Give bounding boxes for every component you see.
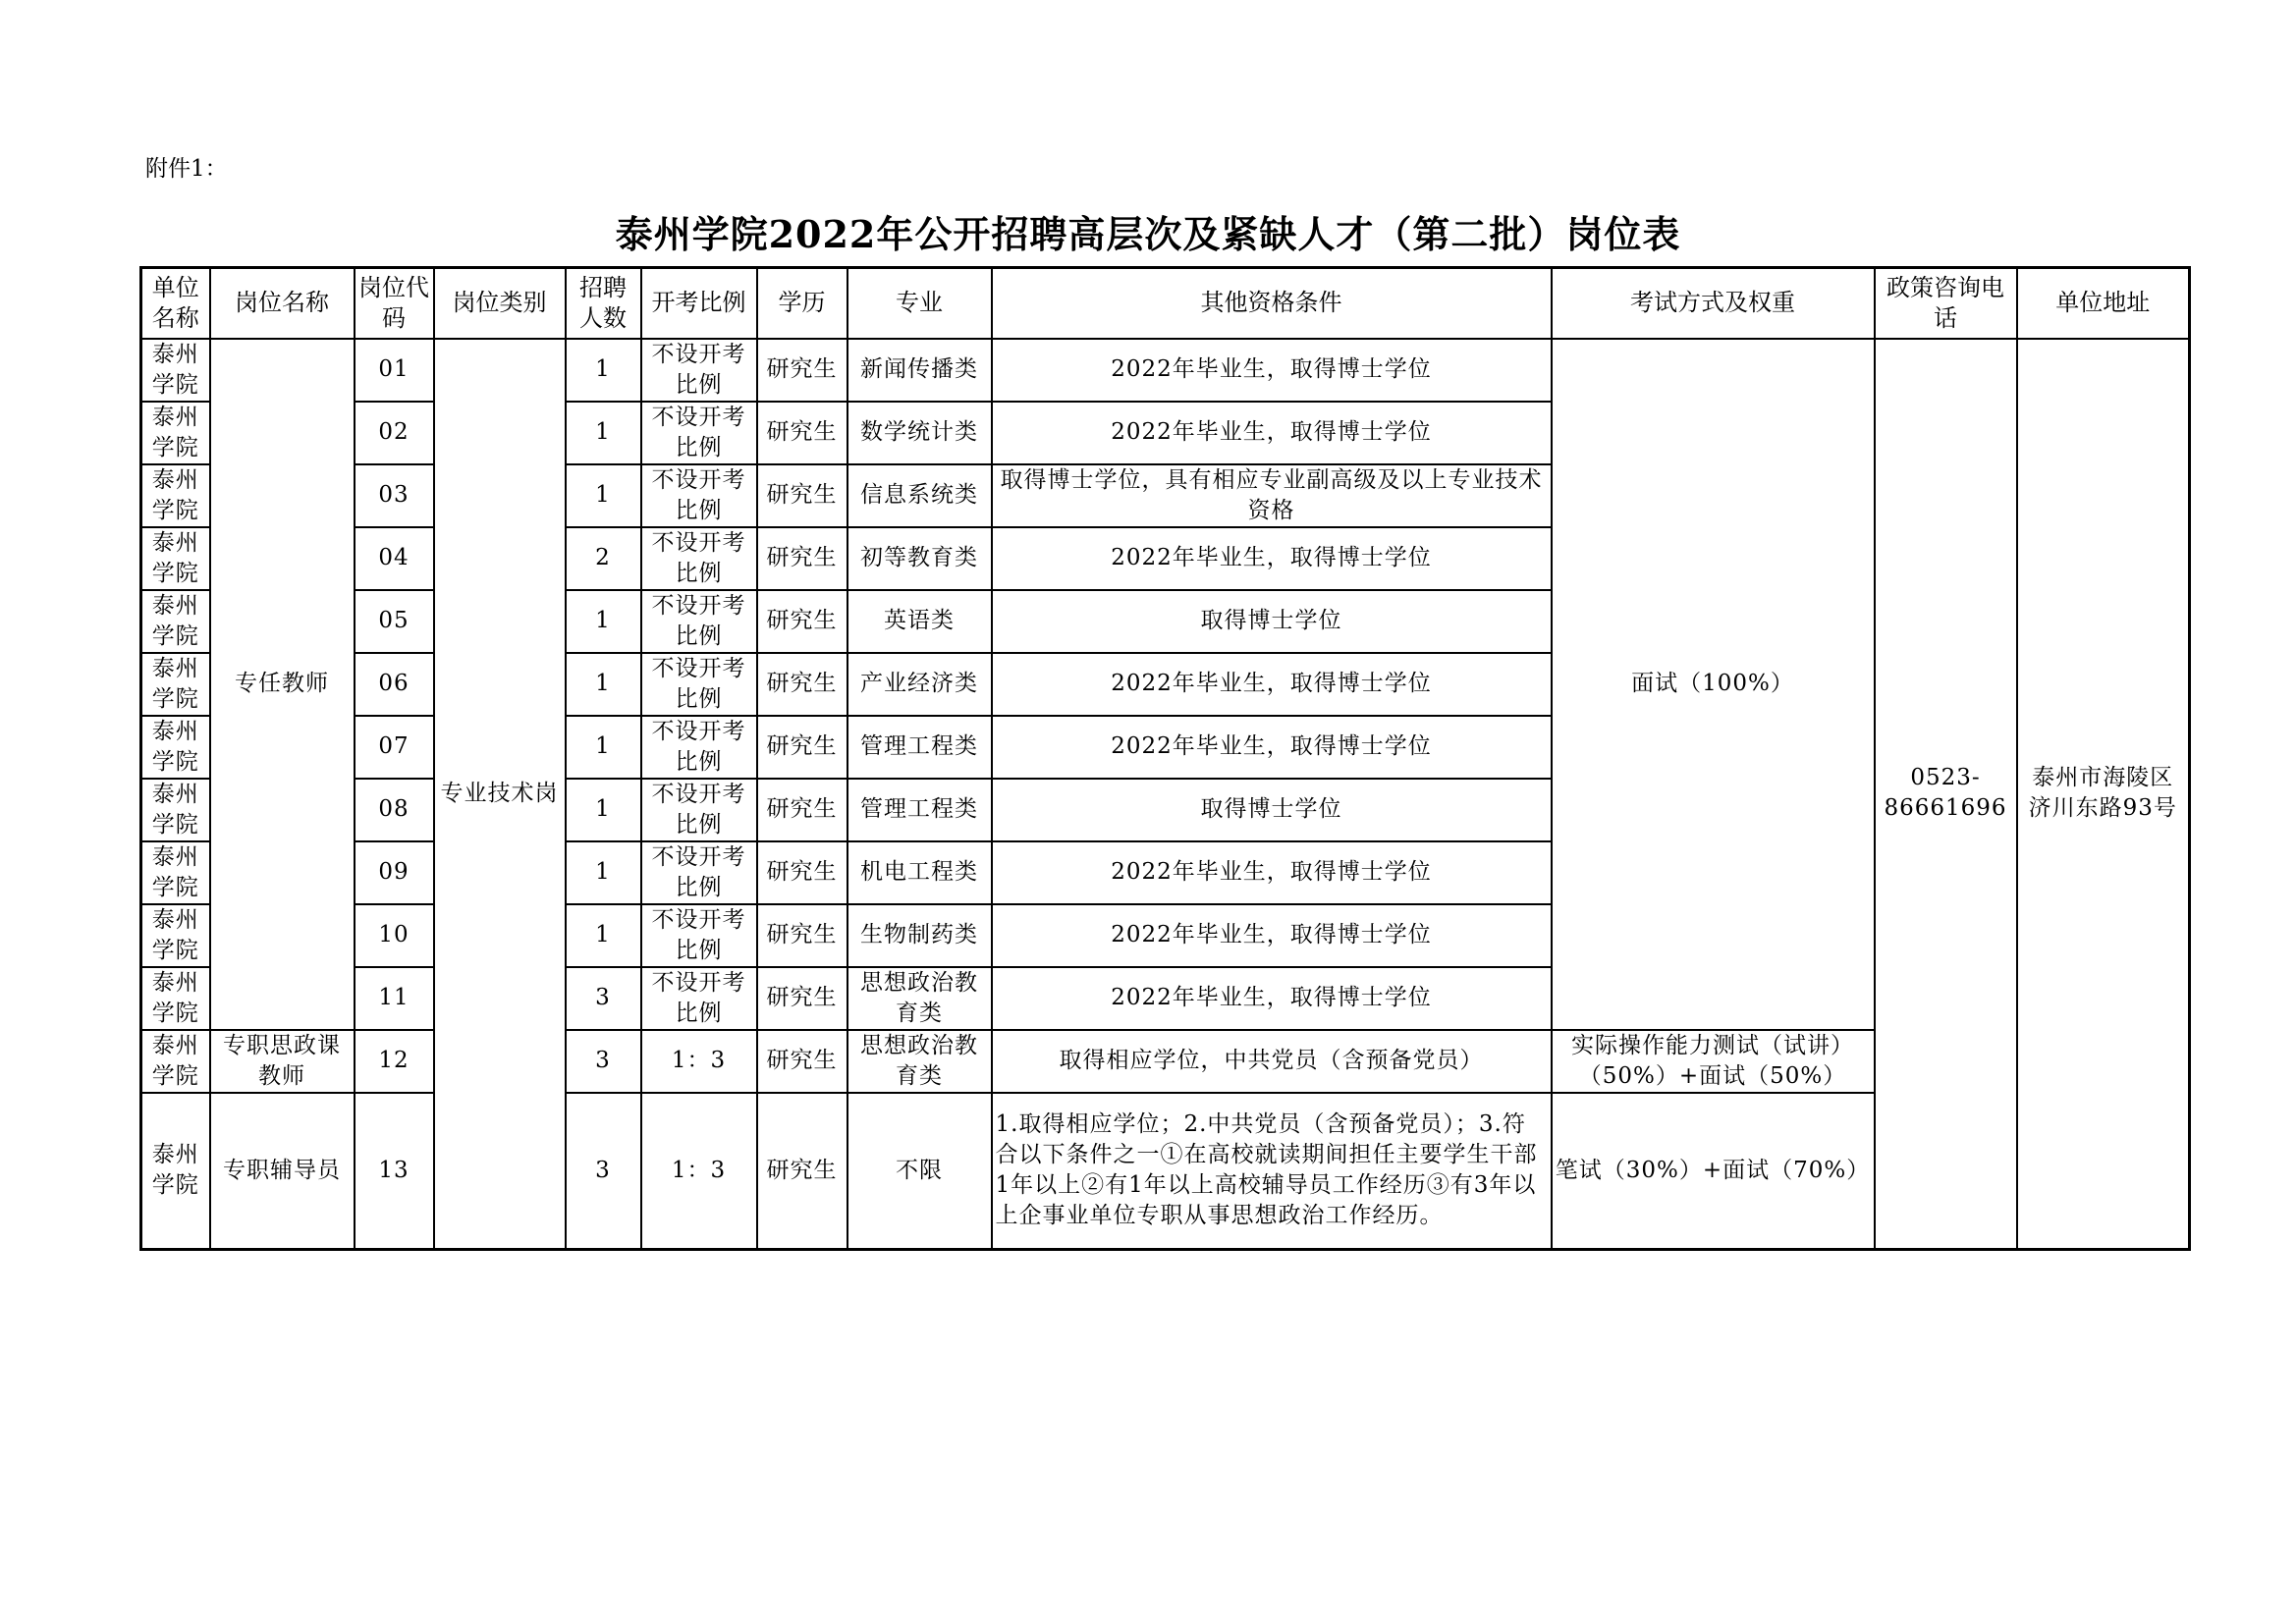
phone-cell: 0523-86661696 (1875, 339, 2017, 1250)
post-name-cell: 专职思政课教师 (210, 1030, 355, 1093)
address-cell: 泰州市海陵区济川东路93号 (2017, 339, 2190, 1250)
positions-table (139, 266, 2191, 1251)
unit-cell: 泰州学院 (141, 904, 210, 967)
header-cell: 单位地址 (2017, 268, 2190, 339)
header-cell: 单位名称 (141, 268, 210, 339)
header-cell: 其他资格条件 (992, 268, 1552, 339)
unit-cell: 泰州学院 (141, 590, 210, 653)
unit-cell: 泰州学院 (141, 967, 210, 1030)
conditions-cell: 2022年毕业生，取得博士学位 (992, 967, 1552, 1030)
unit-cell: 泰州学院 (141, 464, 210, 527)
code-cell: 06 (355, 653, 434, 716)
code-cell: 08 (355, 779, 434, 841)
count-cell: 1 (566, 402, 641, 464)
header-cell: 专业 (847, 268, 992, 339)
conditions-cell: 2022年毕业生，取得博士学位 (992, 841, 1552, 904)
code-cell: 01 (355, 339, 434, 402)
count-cell: 1 (566, 590, 641, 653)
table-row (141, 339, 2190, 402)
count-cell: 1 (566, 716, 641, 779)
major-cell: 不限 (847, 1093, 992, 1250)
count-cell: 1 (566, 653, 641, 716)
ratio-cell: 不设开考比例 (641, 527, 757, 590)
major-cell: 英语类 (847, 590, 992, 653)
count-cell: 1 (566, 841, 641, 904)
category-cell: 专业技术岗 (434, 339, 566, 1250)
ratio-cell: 1：3 (641, 1030, 757, 1093)
table-header-row (141, 268, 2190, 339)
education-cell: 研究生 (757, 779, 847, 841)
ratio-cell: 不设开考比例 (641, 339, 757, 402)
ratio-cell: 不设开考比例 (641, 464, 757, 527)
ratio-cell: 不设开考比例 (641, 967, 757, 1030)
header-cell: 学历 (757, 268, 847, 339)
education-cell: 研究生 (757, 1030, 847, 1093)
unit-cell: 泰州学院 (141, 339, 210, 402)
ratio-cell: 不设开考比例 (641, 716, 757, 779)
conditions-cell: 2022年毕业生，取得博士学位 (992, 402, 1552, 464)
major-cell: 思想政治教育类 (847, 967, 992, 1030)
unit-cell: 泰州学院 (141, 779, 210, 841)
major-cell: 数学统计类 (847, 402, 992, 464)
header-cell: 岗位类别 (434, 268, 566, 339)
major-cell: 机电工程类 (847, 841, 992, 904)
exam-method-cell: 实际操作能力测试（试讲）（50%）+面试（50%） (1552, 1030, 1875, 1093)
conditions-cell: 2022年毕业生，取得博士学位 (992, 716, 1552, 779)
education-cell: 研究生 (757, 967, 847, 1030)
ratio-cell: 不设开考比例 (641, 653, 757, 716)
education-cell: 研究生 (757, 402, 847, 464)
education-cell: 研究生 (757, 904, 847, 967)
major-cell: 管理工程类 (847, 716, 992, 779)
ratio-cell: 不设开考比例 (641, 779, 757, 841)
exam-method-cell: 笔试（30%）+面试（70%） (1552, 1093, 1875, 1250)
code-cell: 13 (355, 1093, 434, 1250)
header-cell: 考试方式及权重 (1552, 268, 1875, 339)
header-cell: 招聘人数 (566, 268, 641, 339)
education-cell: 研究生 (757, 590, 847, 653)
major-cell: 管理工程类 (847, 779, 992, 841)
count-cell: 1 (566, 779, 641, 841)
page-title: 泰州学院2022年公开招聘高层次及紧缺人才（第二批）岗位表 (615, 212, 1681, 256)
education-cell: 研究生 (757, 653, 847, 716)
ratio-cell: 不设开考比例 (641, 590, 757, 653)
code-cell: 05 (355, 590, 434, 653)
conditions-cell: 取得博士学位 (992, 779, 1552, 841)
code-cell: 04 (355, 527, 434, 590)
ratio-cell: 不设开考比例 (641, 841, 757, 904)
code-cell: 09 (355, 841, 434, 904)
post-name-cell: 专任教师 (210, 339, 355, 1030)
major-cell: 产业经济类 (847, 653, 992, 716)
conditions-cell: 取得博士学位，具有相应专业副高级及以上专业技术资格 (992, 464, 1552, 527)
count-cell: 2 (566, 527, 641, 590)
major-cell: 信息系统类 (847, 464, 992, 527)
major-cell: 思想政治教育类 (847, 1030, 992, 1093)
ratio-cell: 1：3 (641, 1093, 757, 1250)
education-cell: 研究生 (757, 339, 847, 402)
ratio-cell: 不设开考比例 (641, 904, 757, 967)
exam-method-cell: 面试（100%） (1552, 339, 1875, 1030)
code-cell: 10 (355, 904, 434, 967)
count-cell: 1 (566, 339, 641, 402)
unit-cell: 泰州学院 (141, 653, 210, 716)
education-cell: 研究生 (757, 841, 847, 904)
code-cell: 12 (355, 1030, 434, 1093)
count-cell: 3 (566, 1093, 641, 1250)
count-cell: 1 (566, 464, 641, 527)
header-cell: 岗位代码 (355, 268, 434, 339)
conditions-cell: 取得博士学位 (992, 590, 1552, 653)
education-cell: 研究生 (757, 716, 847, 779)
conditions-cell: 2022年毕业生，取得博士学位 (992, 339, 1552, 402)
code-cell: 03 (355, 464, 434, 527)
major-cell: 初等教育类 (847, 527, 992, 590)
count-cell: 3 (566, 967, 641, 1030)
header-cell: 政策咨询电话 (1875, 268, 2017, 339)
count-cell: 3 (566, 1030, 641, 1093)
unit-cell: 泰州学院 (141, 527, 210, 590)
conditions-cell: 2022年毕业生，取得博士学位 (992, 653, 1552, 716)
header-cell: 开考比例 (641, 268, 757, 339)
code-cell: 07 (355, 716, 434, 779)
unit-cell: 泰州学院 (141, 402, 210, 464)
count-cell: 1 (566, 904, 641, 967)
unit-cell: 泰州学院 (141, 1030, 210, 1093)
unit-cell: 泰州学院 (141, 716, 210, 779)
header-cell: 岗位名称 (210, 268, 355, 339)
attachment-label: 附件1： (145, 156, 228, 182)
conditions-cell: 1.取得相应学位；2.中共党员（含预备党员）；3.符合以下条件之一①在高校就读期间担任主要学生干部1年以上②有1年以上高校辅导员工作经历③有3年以上企事业单位专职从事思想政治工作经历。 (992, 1093, 1552, 1250)
unit-cell: 泰州学院 (141, 1093, 210, 1250)
code-cell: 02 (355, 402, 434, 464)
major-cell: 生物制药类 (847, 904, 992, 967)
education-cell: 研究生 (757, 527, 847, 590)
conditions-cell: 取得相应学位，中共党员（含预备党员） (992, 1030, 1552, 1093)
education-cell: 研究生 (757, 464, 847, 527)
unit-cell: 泰州学院 (141, 841, 210, 904)
conditions-cell: 2022年毕业生，取得博士学位 (992, 904, 1552, 967)
conditions-cell: 2022年毕业生，取得博士学位 (992, 527, 1552, 590)
ratio-cell: 不设开考比例 (641, 402, 757, 464)
education-cell: 研究生 (757, 1093, 847, 1250)
code-cell: 11 (355, 967, 434, 1030)
post-name-cell: 专职辅导员 (210, 1093, 355, 1250)
major-cell: 新闻传播类 (847, 339, 992, 402)
